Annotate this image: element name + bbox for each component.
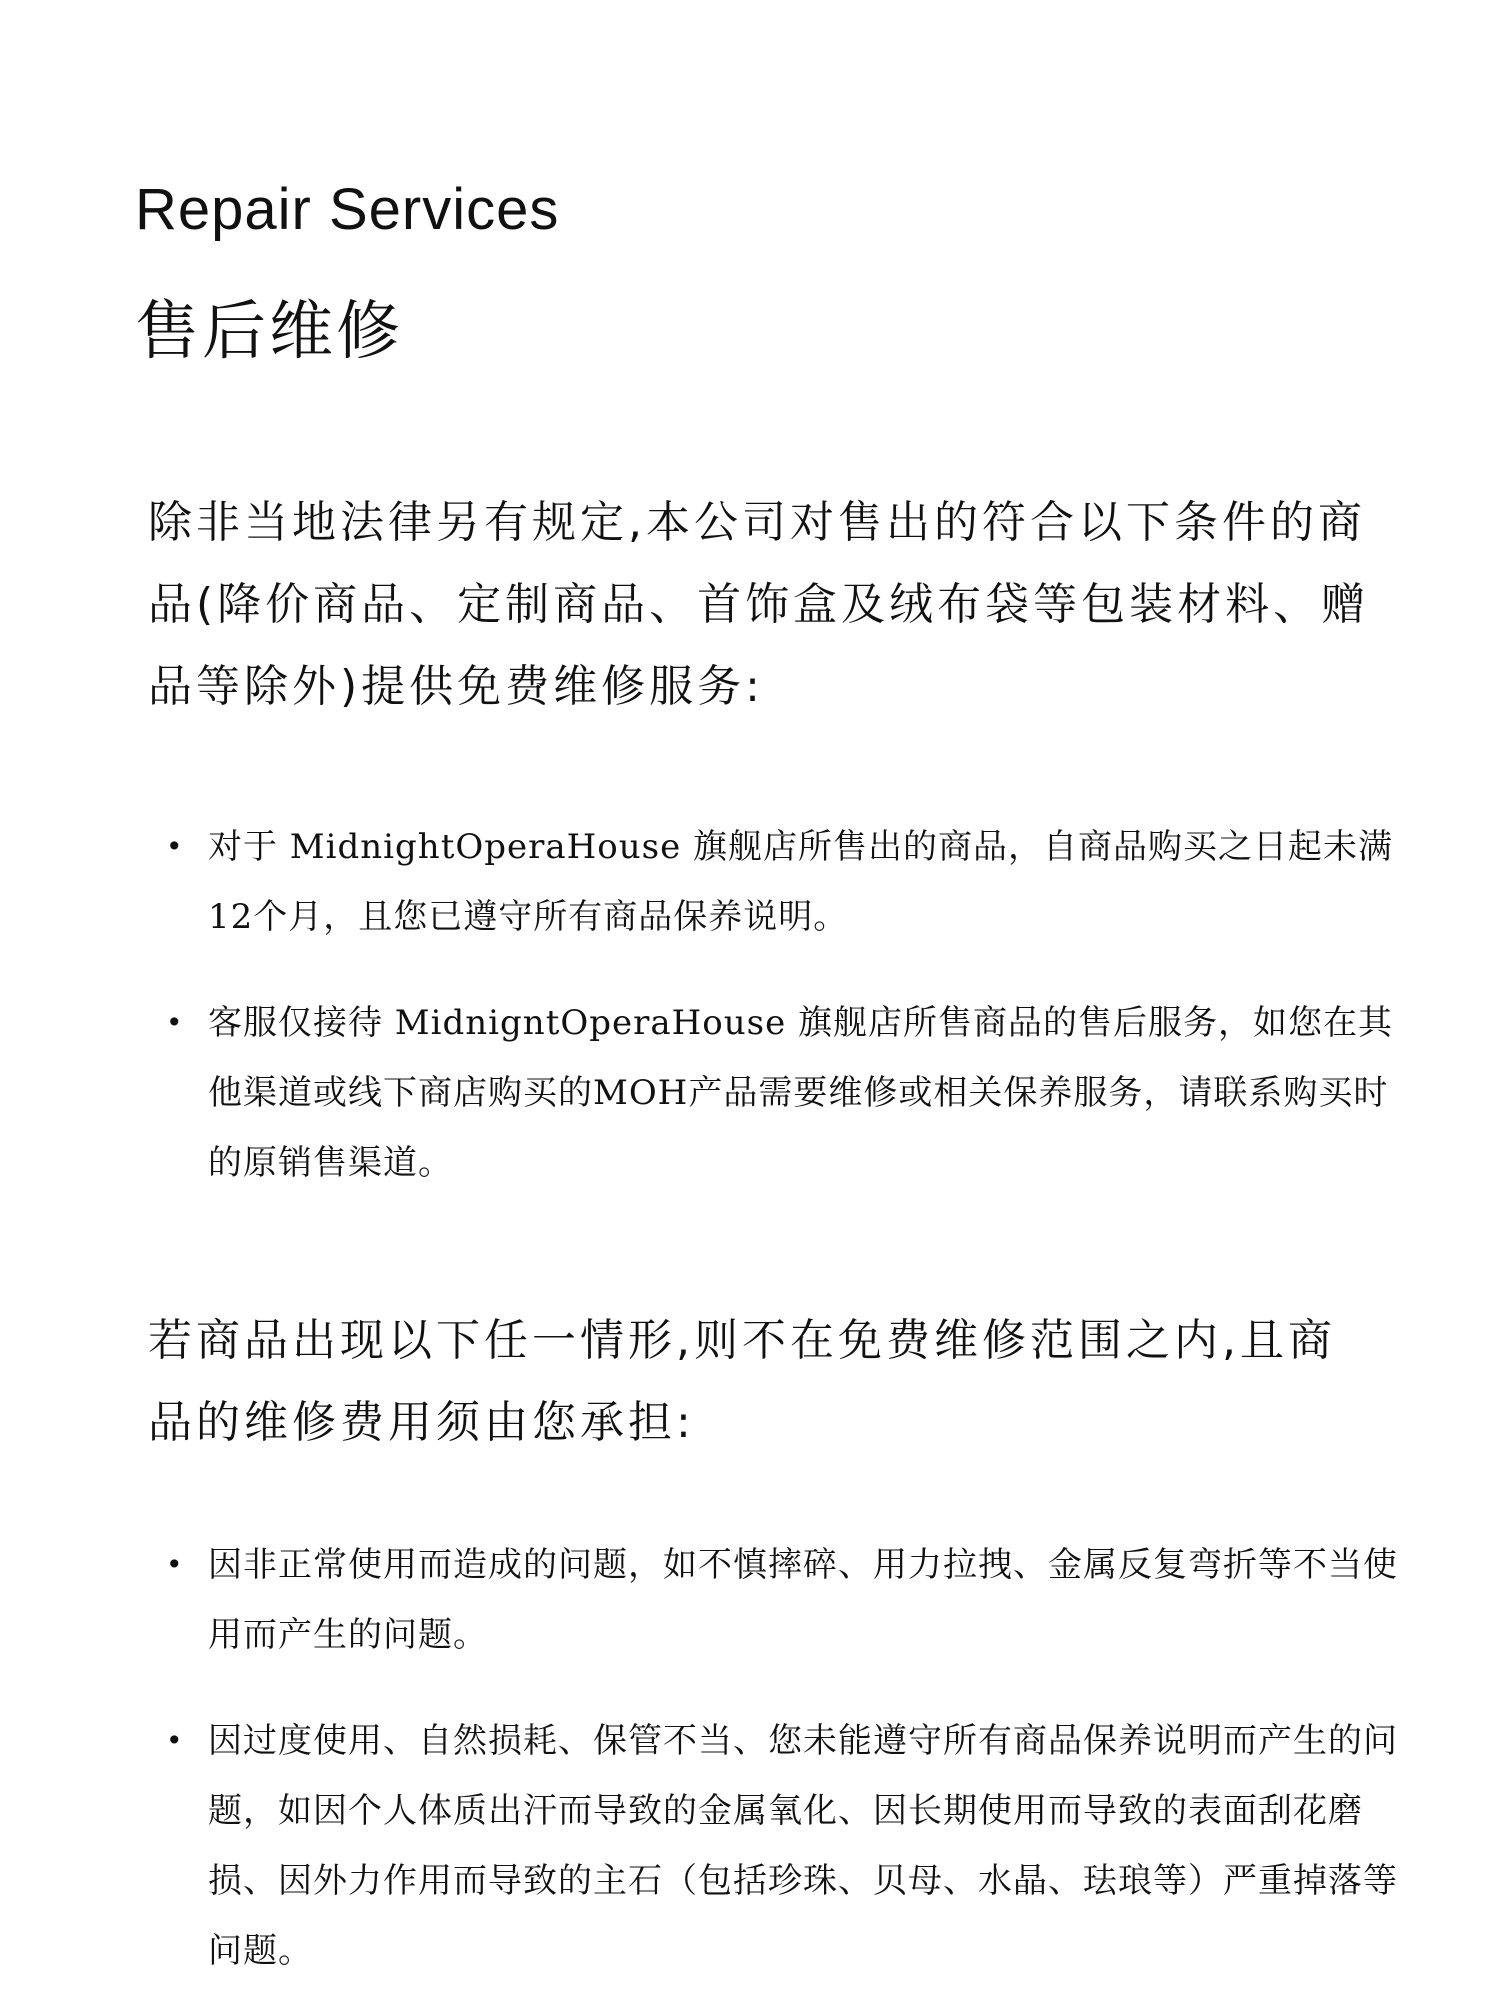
list-item bbox=[150, 988, 1400, 1198]
list-item bbox=[150, 1530, 1400, 1670]
list-item-text: 因非正常使用而造成的问题，如不慎摔碎、用力拉拽、金属反复弯折等不当使用而产生的问题。 bbox=[208, 1545, 1398, 1655]
page-title-english: Repair Services bbox=[135, 177, 560, 242]
list-item-text: 对于 MidnightOperaHouse 旗舰店所售出的商品，自商品购买之日起未满12个月，且您已遵守所有商品保养说明。 bbox=[208, 827, 1394, 937]
list-item-text: 因过度使用、自然损耗、保管不当、您未能遵守所有商品保养说明而产生的问题，如因个人体质出汗而导致的金属氧化、因长期使用而导致的表面刮花磨损、因外力作用而导致的主石（包括珍珠、贝母、水晶、珐琅等）严重掉落等问题。 bbox=[208, 1721, 1398, 1971]
page-title-chinese: 售后维修 bbox=[135, 295, 403, 369]
free-repair-conditions-list bbox=[150, 812, 1400, 1198]
paid-repair-exclusions-list bbox=[150, 1530, 1400, 1986]
free-repair-intro-paragraph: 除非当地法律另有规定,本公司对售出的符合以下条件的商品(降价商品、定制商品、首饰盒及绒布袋等包装材料、赠品等除外)提供免费维修服务: bbox=[148, 497, 1370, 712]
bullet-icon: • bbox=[166, 830, 184, 863]
bullet-icon: • bbox=[166, 1724, 184, 1757]
bullet-icon: • bbox=[166, 1006, 184, 1039]
bullet-icon: • bbox=[166, 1548, 184, 1581]
list-item-text: 客服仅接待 MidnigntOperaHouse 旗舰店所售商品的售后服务，如您在其他渠道或线下商店购买的MOH产品需要维修或相关保养服务，请联系购买时的原销售渠道。 bbox=[208, 1003, 1394, 1183]
list-item bbox=[150, 812, 1400, 952]
list-item bbox=[150, 1706, 1400, 1986]
paid-repair-intro-paragraph: 若商品出现以下任一情形,则不在免费维修范围之内,且商品的维修费用须由您承担: bbox=[148, 1315, 1336, 1448]
